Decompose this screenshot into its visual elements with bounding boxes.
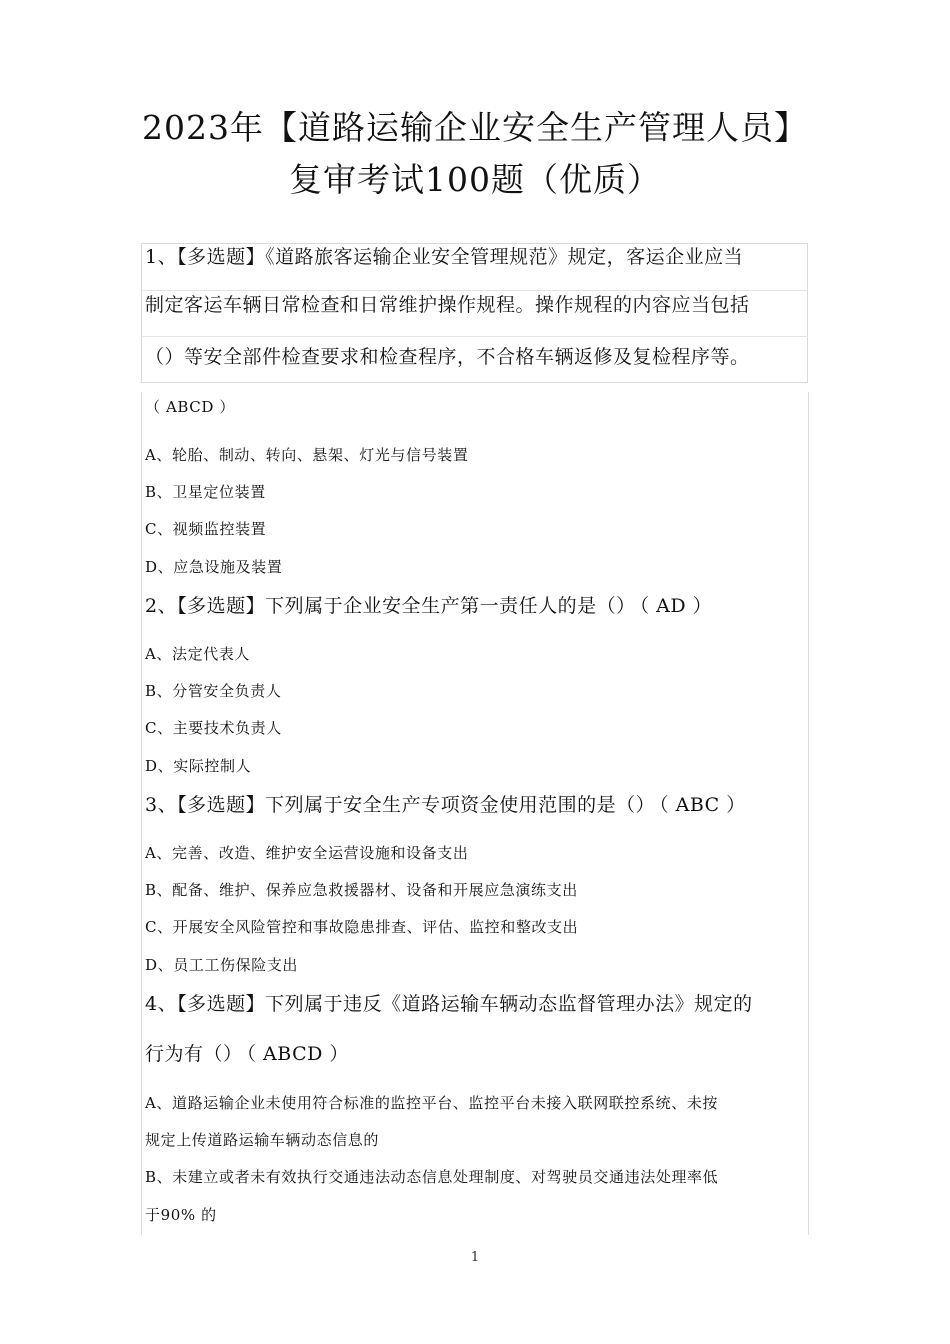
document-title-line-1: 2023年【道路运输企业安全生产管理人员】: [142, 108, 808, 147]
question-4-option-b-line-2: 于90% 的: [145, 1206, 217, 1224]
question-2-option-d: D、实际控制人: [145, 757, 252, 775]
frame-left-edge: [141, 392, 142, 1235]
question-1-answer: （ ABCD ）: [145, 398, 235, 416]
question-1-option-c: C、视频监控装置: [145, 520, 267, 538]
question-2-text: 2、【多选题】下列属于企业安全生产第一责任人的是（）: [145, 595, 636, 617]
question-2-line-1: [145, 593, 712, 619]
question-4-option-a-line-2: 规定上传道路运输车辆动态信息的: [145, 1131, 380, 1149]
frame-right-edge: [808, 392, 809, 1235]
question-1-line-2: 制定客运车辆日常检查和日常维护操作规程。操作规程的内容应当包括: [145, 294, 750, 316]
question-2-answer: （ AD ）: [639, 595, 713, 617]
question-4-text: 行为有（）: [145, 1043, 243, 1065]
question-1-option-d: D、应急设施及装置: [145, 558, 283, 576]
question-1-line-3: （）等安全部件检查要求和检查程序，不合格车辆返修及复检程序等。: [145, 346, 750, 368]
question-1-option-a: A、轮胎、制动、转向、悬架、灯光与信号装置: [145, 446, 469, 464]
question-3-option-b: B、配备、维护、保养应急救援器材、设备和开展应急演练支出: [145, 881, 578, 899]
question-4-option-b-line-1: B、未建立或者未有效执行交通违法动态信息处理制度、对驾驶员交通违法处理率低: [145, 1168, 719, 1186]
document-title-line-2: 复审考试100题（优质）: [289, 160, 661, 199]
question-4-line-2: [145, 1041, 349, 1067]
question-3-text: 3、【多选题】下列属于安全生产专项资金使用范围的是（）: [145, 794, 656, 816]
frame-separator: [141, 336, 808, 337]
frame-separator: [141, 290, 808, 291]
question-1-line-1: 1、【多选题】《道路旅客运输企业安全管理规范》规定，客运企业应当: [145, 246, 744, 268]
question-4-answer: （ ABCD ）: [246, 1043, 349, 1065]
question-4-line-1: 4、【多选题】下列属于违反《道路运输车辆动态监督管理办法》规定的: [145, 993, 753, 1015]
question-3-option-a: A、完善、改造、维护安全运营设施和设备支出: [145, 844, 469, 862]
page-number: 1: [470, 1250, 480, 1265]
question-2-option-a: A、法定代表人: [145, 645, 251, 663]
question-2-option-b: B、分管安全负责人: [145, 682, 282, 700]
question-3-line-1: [145, 792, 746, 818]
question-1-option-b: B、卫星定位装置: [145, 483, 266, 501]
question-3-option-d: D、员工工伤保险支出: [145, 956, 299, 974]
question-3-answer: （ ABC ）: [659, 794, 746, 816]
question-4-option-a-line-1: A、道路运输企业未使用符合标准的监控平台、监控平台未接入联网联控系统、未按: [145, 1094, 719, 1112]
question-2-option-c: C、主要技术负责人: [145, 719, 282, 737]
question-3-option-c: C、开展安全风险管控和事故隐患排查、评估、监控和整改支出: [145, 918, 579, 936]
